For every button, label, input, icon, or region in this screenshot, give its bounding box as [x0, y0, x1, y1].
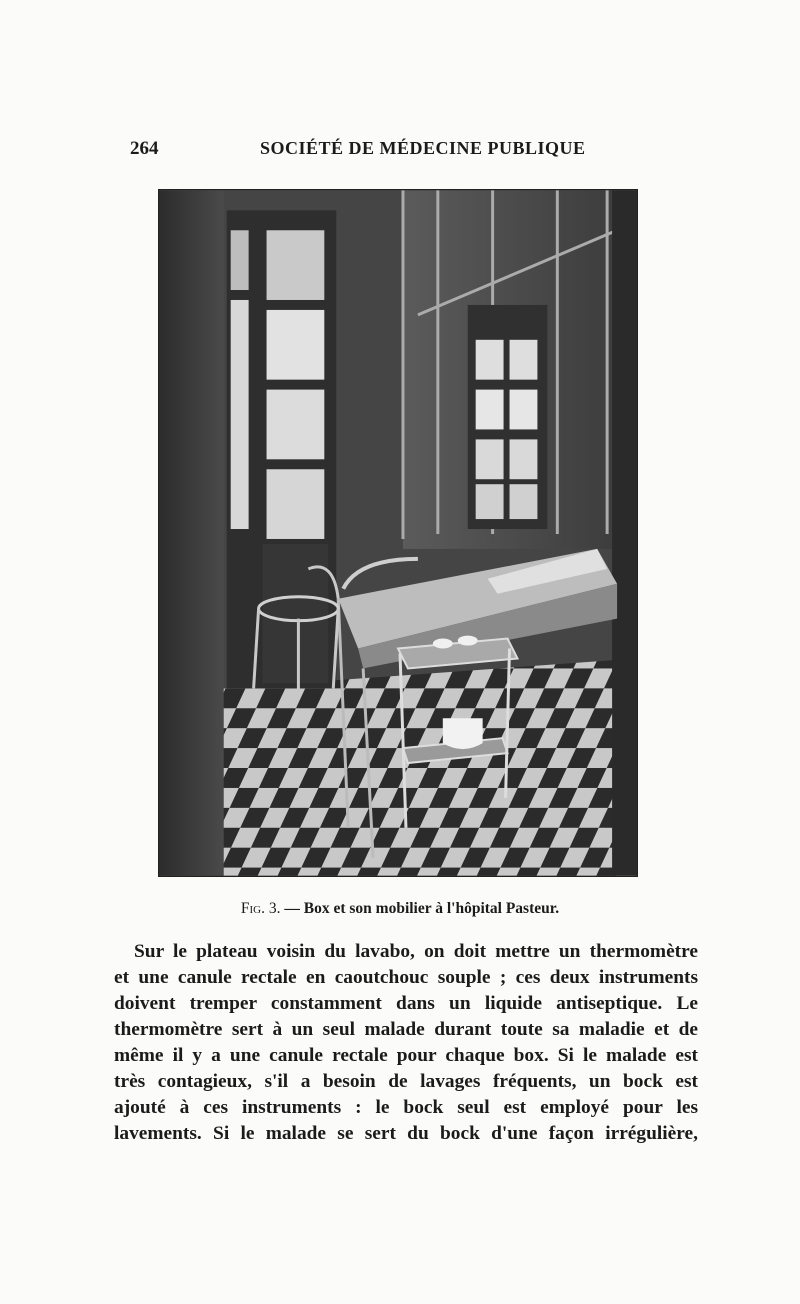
- paragraph-line: Sur le plateau voisin du lavabo, on doit mettre un thermomètre: [134, 941, 698, 962]
- paragraph-line: ajouté à ces instruments : le bock seul est employé pour les: [114, 1097, 698, 1118]
- hospital-room-photo: [158, 189, 638, 877]
- paragraph-line: thermomètre sert à un seul malade durant toute sa maladie et de: [114, 1019, 698, 1040]
- photo-illustration: [159, 190, 637, 876]
- page-header: [130, 138, 710, 162]
- figure-caption-text: — Box et son mobilier à l'hôpital Pasteur.: [284, 900, 560, 917]
- paragraph-line: très contagieux, s'il a besoin de lavages fréquents, un bock est: [114, 1071, 698, 1092]
- running-title: SOCIÉTÉ DE MÉDECINE PUBLIQUE: [260, 138, 586, 158]
- figure-caption: [0, 900, 800, 918]
- paragraph-line: lavements. Si le malade se sert du bock d'une façon irrégulière,: [114, 1123, 698, 1144]
- figure-label: Fig. 3.: [240, 900, 281, 917]
- paragraph-line: même il y a une canule rectale pour chaque box. Si le malade est: [114, 1045, 698, 1066]
- page-number: 264: [130, 138, 159, 159]
- body-paragraph: [114, 939, 698, 1147]
- paragraph-line: et une canule rectale en caoutchouc souple ; ces deux instruments: [114, 967, 698, 988]
- paragraph-line: doivent tremper constamment dans un liquide antiseptique. Le: [114, 993, 698, 1014]
